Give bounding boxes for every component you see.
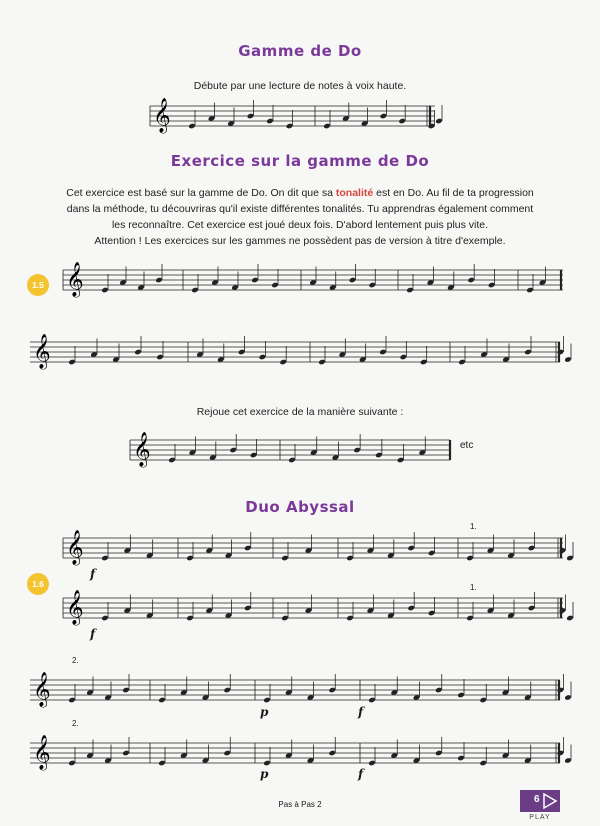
replay-instruction: Rejoue cet exercice de la manière suivante :	[196, 406, 404, 418]
highlight-tonalite: tonalité	[335, 187, 374, 199]
treble-clef-icon: 𝄞	[66, 262, 84, 297]
paragraph-line-3: les reconnaître. Cet exercice est joué deux fois. D'abord lentement puis plus vite.	[111, 219, 489, 231]
ending-2-top: 2.	[72, 656, 79, 665]
dynamic-forte-1: f	[90, 567, 96, 581]
section-title-duo-abyssal: Duo Abyssal	[245, 498, 355, 516]
music-staff-replay	[130, 432, 450, 472]
dynamic-piano-2: p	[260, 767, 269, 781]
treble-clef-icon: 𝄞	[133, 432, 151, 467]
treble-clef-icon: 𝄞	[153, 98, 171, 133]
paragraph-line-4: Attention ! Les exercices sur les gammes ne possèdent pas de version à titre d'exemple.	[94, 235, 506, 247]
dynamic-forte-3: f	[358, 705, 364, 719]
music-staff-duo-2	[63, 590, 563, 630]
music-staff-exercise-1	[63, 262, 563, 302]
treble-clef-icon: 𝄞	[33, 672, 51, 707]
track-badge-1-5[interactable]: 1.5	[27, 274, 49, 296]
play-label: PLAY	[529, 814, 551, 821]
ending-1-top: 1.	[470, 522, 477, 531]
music-staff-exercise-2	[30, 334, 560, 374]
treble-clef-icon: 𝄞	[33, 735, 51, 770]
ending-2-bottom: 2.	[72, 719, 79, 728]
dynamic-piano-1: p	[260, 705, 269, 719]
play-arrow-icon	[520, 790, 560, 812]
paragraph-line-2: dans la méthode, tu découvriras qu'il existe différentes tonalités. Tu apprendras également comment	[66, 203, 534, 215]
footer-text: Pas à Pas 2	[278, 800, 322, 809]
treble-clef-icon: 𝄞	[33, 334, 51, 369]
music-staff-duo-4	[30, 735, 560, 775]
instruction-text: Débute par une lecture de notes à voix haute.	[193, 80, 407, 92]
section-title-exercice: Exercice sur la gamme de Do	[170, 152, 430, 170]
treble-clef-icon: 𝄞	[66, 590, 84, 625]
dynamic-forte-4: f	[358, 767, 364, 781]
paragraph-line-1: Cet exercice est basé sur la gamme de Do. On dit que sa tonalité est en Do. Au fil de ta progression	[66, 187, 534, 199]
music-staff-scale	[150, 98, 435, 138]
track-badge-1-6[interactable]: 1.6	[27, 573, 49, 595]
treble-clef-icon: 𝄞	[66, 530, 84, 565]
section-title-gamme-de-do: Gamme de Do	[238, 42, 362, 60]
dynamic-forte-2: f	[90, 627, 96, 641]
page-number: 6	[534, 794, 540, 805]
play-button[interactable]	[520, 790, 560, 812]
etc-text: etc	[460, 440, 474, 451]
music-staff-duo-3	[30, 672, 560, 712]
music-staff-duo-1	[63, 530, 563, 570]
ending-1-bottom: 1.	[470, 583, 477, 592]
